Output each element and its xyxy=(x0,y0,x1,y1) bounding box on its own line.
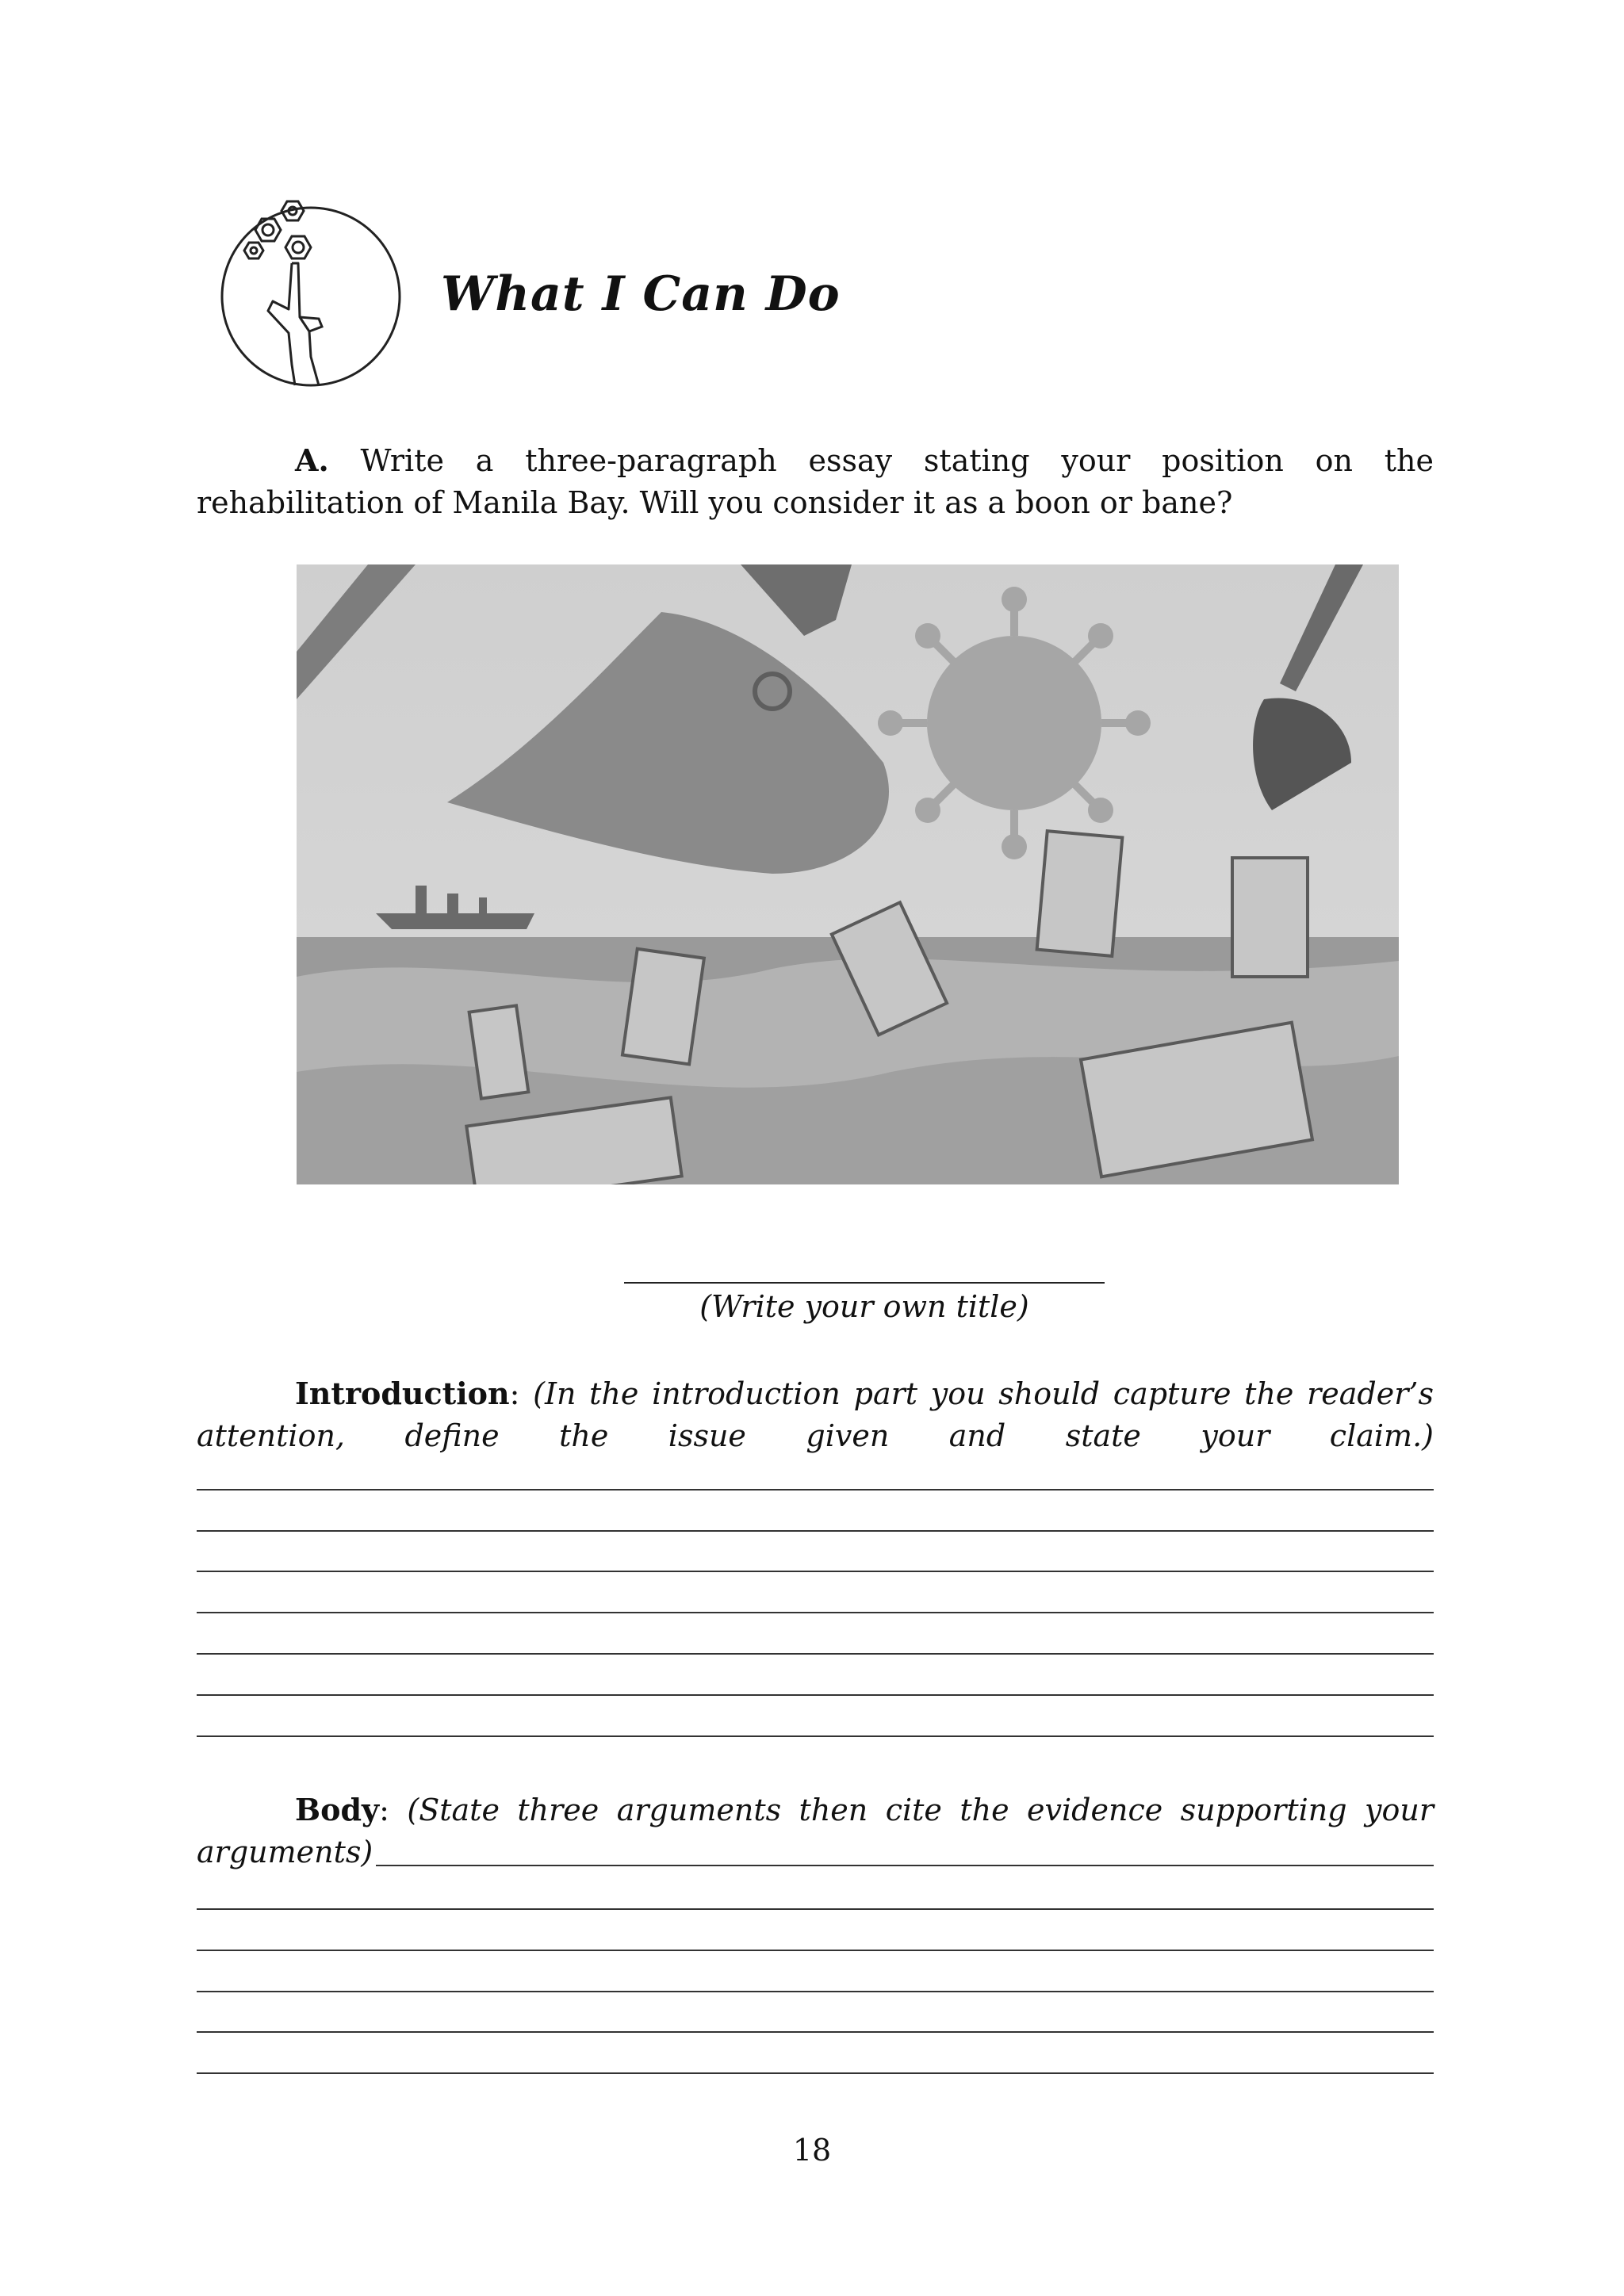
answer-line[interactable] xyxy=(197,1612,1434,1613)
hand-with-gears-icon xyxy=(216,198,406,388)
answer-line[interactable] xyxy=(197,1694,1434,1696)
page-number: 18 xyxy=(792,2133,832,2168)
introduction-instruction-line1: (In the introduction part you should capture the reader’s xyxy=(533,1376,1434,1411)
page-title: What I Can Do xyxy=(441,266,841,322)
introduction-label: Introduction xyxy=(295,1376,510,1411)
instruction-text: Write a three-paragraph essay stating your position on the rehabilitation of Manila Bay. Will you consider it as a boon or bane? xyxy=(197,443,1434,520)
answer-line[interactable] xyxy=(197,2031,1434,2033)
body-instruction-line2: arguments) xyxy=(197,1835,373,1869)
answer-line[interactable] xyxy=(197,1489,1434,1490)
manila-bay-rehabilitation-illustration xyxy=(297,564,1399,1184)
instruction-label: A. xyxy=(295,442,329,478)
introduction-instruction-line2: attention, define the issue given and state your claim.) xyxy=(197,1418,1434,1453)
body-section: Body: (State three arguments then cite the evidence supporting your arguments) xyxy=(197,1789,1434,1873)
instruction-paragraph xyxy=(197,439,1434,524)
essay-title-blank[interactable] xyxy=(624,1282,1105,1284)
answer-line[interactable] xyxy=(197,1950,1434,1951)
answer-line[interactable] xyxy=(197,1735,1434,1737)
answer-line[interactable] xyxy=(197,1530,1434,1532)
answer-line[interactable] xyxy=(197,1908,1434,1910)
essay-title-hint: (Write your own title) xyxy=(699,1289,1029,1324)
answer-line[interactable] xyxy=(197,1653,1434,1655)
answer-line[interactable] xyxy=(197,1991,1434,1992)
answer-line[interactable] xyxy=(197,2072,1434,2074)
body-label: Body xyxy=(295,1792,380,1827)
answer-line[interactable] xyxy=(376,1864,1434,1866)
body-instruction-line1: (State three arguments then cite the evidence supporting your xyxy=(407,1793,1434,1827)
answer-line[interactable] xyxy=(197,1571,1434,1572)
introduction-section: Introduction: (In the introduction part you should capture the reader’s attention, define the issue given and state your claim.) xyxy=(197,1372,1434,1457)
